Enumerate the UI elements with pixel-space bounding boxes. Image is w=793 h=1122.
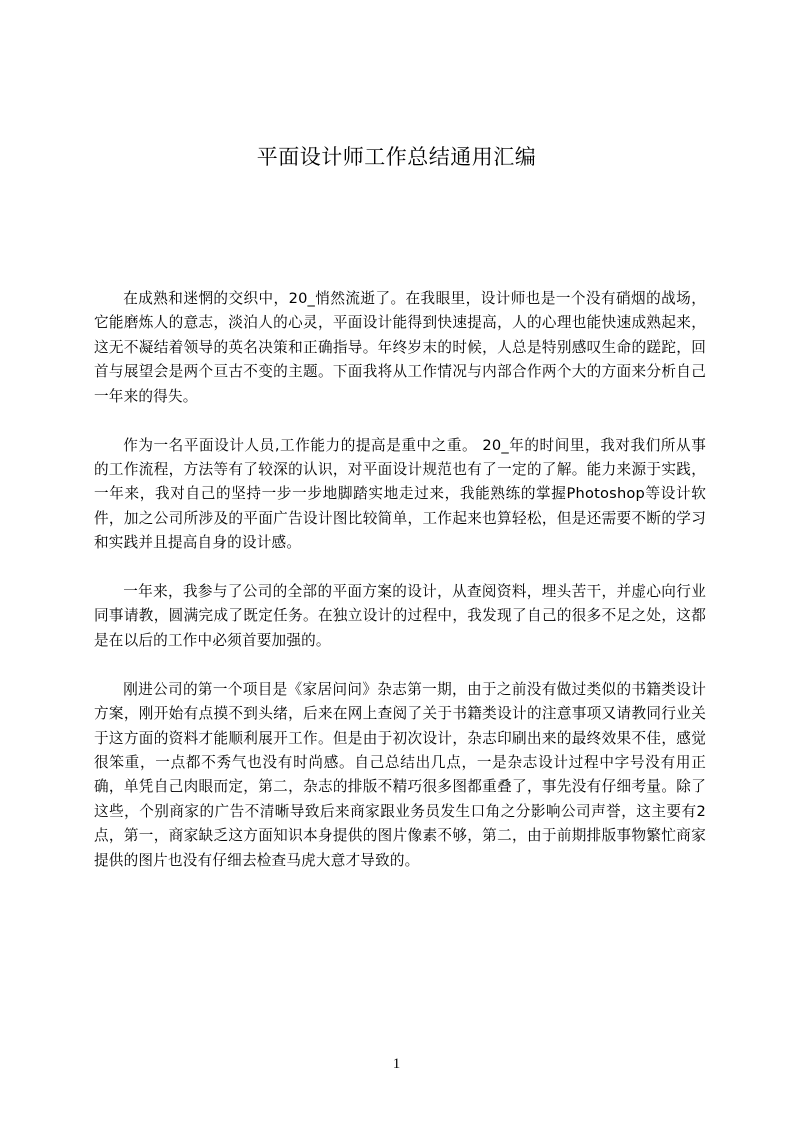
paragraph-1: 在成熟和迷惘的交织中，20_悄然流逝了。在我眼里，设计师也是一个没有硝烟的战场，它能磨炼人的意志，淡泊人的心灵，平面设计能得到快速提高，人的心理也能快速成熟起来，这无不凝结着领导的英名决策和正确指导。年终岁末的时候，人总是特别感叹生命的蹉跎，回首与展望会是两个亘古不变的主题。下面我将从工作情况与内部合作两个大的方面来分析自己一年来的得失。 [94, 290, 706, 405]
paragraph-4: 刚进公司的第一个项目是《家居问问》杂志第一期，由于之前没有做过类似的书籍类设计方案，刚开始有点摸不到头绪，后来在网上查阅了关于书籍类设计的注意事项又请教同行业关于这方面的资料才能顺利展开工作。但是由于初次设计，杂志印刷出来的最终效果不佳，感觉很笨重，一点都不秀气也没有时尚感。自己总结出几点，一是杂志设计过程中字号没有用正确，单凭自己肉眼而定，第二，杂志的排版不精巧很多图都重叠了，事先没有仔细考量。除了这些，个别商家的广告不清晰导致后来商家跟业务员发生口角之分影响公司声誉，这主要有2点，第一，商家缺乏这方面知识本身提供的图片像素不够，第二，由于前期排版事物繁忙商家提供的图片也没有仔细去检查马虎大意才导致的。 [94, 680, 706, 869]
document-title: 平面设计师工作总结通用汇编 [256, 145, 537, 169]
paragraph-2: 作为一名平面设计人员,工作能力的提高是重中之重。 20_年的时间里，我对我们所从事的工作流程，方法等有了较深的认识，对平面设计规范也有了一定的了解。能力来源于实践，一年来，我对自己的坚持一步一步地脚踏实地走过来，我能熟练的掌握Photoshop等设计软件，加之公司所涉及的平面广告设计图比较简单，工作起来也算轻松，但是还需要不断的学习和实践并且提高自身的设计感。 [94, 436, 706, 552]
paragraph-3: 一年来，我参与了公司的全部的平面方案的设计，从查阅资料，埋头苦干，并虚心向行业同事请教，圆满完成了既定任务。在独立设计的过程中，我发现了自己的很多不足之处，这都是在以后的工作中必须首要加强的。 [94, 583, 706, 649]
page-number: 1 [392, 1056, 401, 1072]
document-body [94, 287, 706, 898]
